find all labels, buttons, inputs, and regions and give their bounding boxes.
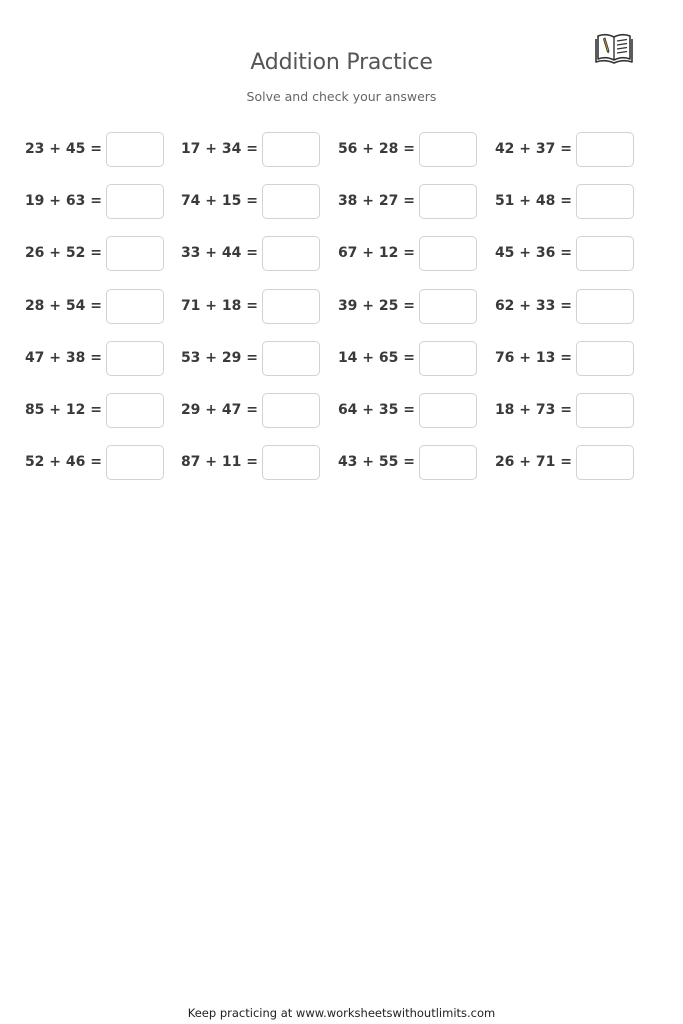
- problem-row: [0, 289, 683, 341]
- answer-box[interactable]: [262, 184, 320, 219]
- answer-box[interactable]: [106, 132, 164, 167]
- problem-expression: 53 + 29 =: [180, 349, 258, 366]
- problem-expression: 51 + 48 =: [494, 193, 572, 210]
- answer-box[interactable]: [106, 236, 164, 271]
- answer-box[interactable]: [262, 236, 320, 271]
- problem-item: [317, 236, 477, 271]
- worksheet-title: Addition Practice: [250, 50, 433, 75]
- problem-expression: 45 + 36 =: [494, 245, 572, 262]
- answer-box[interactable]: [262, 289, 320, 324]
- answer-box[interactable]: [106, 341, 164, 376]
- answer-box[interactable]: [262, 445, 320, 480]
- problem-item: [474, 445, 634, 480]
- answer-box[interactable]: [576, 393, 634, 428]
- problem-item: [160, 393, 320, 428]
- answer-box[interactable]: [419, 236, 477, 271]
- problem-item: [4, 445, 164, 480]
- worksheet-subtitle: Solve and check your answers: [246, 89, 437, 104]
- problem-item: [160, 236, 320, 271]
- problem-item: [317, 393, 477, 428]
- problem-item: [317, 184, 477, 219]
- problem-item: [474, 341, 634, 376]
- problem-expression: 56 + 28 =: [337, 141, 415, 157]
- problem-expression: 62 + 33 =: [494, 297, 572, 314]
- problem-expression: 23 + 45 =: [24, 141, 102, 157]
- problem-expression: 29 + 47 =: [180, 401, 258, 418]
- problem-item: [317, 289, 477, 324]
- answer-box[interactable]: [576, 341, 634, 376]
- problem-expression: 26 + 71 =: [494, 454, 572, 471]
- problem-item: [4, 341, 164, 376]
- answer-box[interactable]: [576, 132, 634, 167]
- problem-item: [4, 289, 164, 324]
- answer-box[interactable]: [262, 132, 320, 167]
- problem-expression: 87 + 11 =: [180, 454, 258, 471]
- answer-box[interactable]: [419, 132, 477, 167]
- answer-box[interactable]: [106, 393, 164, 428]
- footer-text: Keep practicing at www.worksheetswithoutlimits.com: [187, 1006, 496, 1020]
- answer-box[interactable]: [106, 445, 164, 480]
- problem-row: [0, 132, 683, 184]
- problem-item: [4, 393, 164, 428]
- problem-expression: 67 + 12 =: [337, 245, 415, 262]
- answer-box[interactable]: [419, 393, 477, 428]
- problem-expression: 19 + 63 =: [24, 193, 102, 210]
- problem-grid: [0, 132, 683, 497]
- problem-expression: 52 + 46 =: [24, 454, 102, 471]
- problem-expression: 39 + 25 =: [337, 297, 415, 314]
- problem-expression: 42 + 37 =: [494, 141, 572, 157]
- problem-item: [160, 445, 320, 480]
- problem-item: [4, 132, 164, 167]
- problem-row: [0, 236, 683, 288]
- problem-item: [474, 184, 634, 219]
- answer-box[interactable]: [419, 184, 477, 219]
- problem-expression: 64 + 35 =: [337, 401, 415, 418]
- problem-item: [160, 132, 320, 167]
- problem-expression: 38 + 27 =: [337, 193, 415, 210]
- answer-box[interactable]: [106, 289, 164, 324]
- problem-row: [0, 341, 683, 393]
- problem-item: [474, 132, 634, 167]
- problem-expression: 76 + 13 =: [494, 349, 572, 366]
- problem-item: [4, 236, 164, 271]
- problem-item: [474, 236, 634, 271]
- problem-expression: 43 + 55 =: [337, 454, 415, 471]
- answer-box[interactable]: [419, 289, 477, 324]
- problem-expression: 18 + 73 =: [494, 401, 572, 418]
- problem-item: [317, 341, 477, 376]
- problem-expression: 33 + 44 =: [180, 245, 258, 262]
- problem-expression: 26 + 52 =: [24, 245, 102, 262]
- answer-box[interactable]: [262, 393, 320, 428]
- problem-item: [474, 393, 634, 428]
- answer-box[interactable]: [262, 341, 320, 376]
- problem-item: [4, 184, 164, 219]
- problem-item: [317, 445, 477, 480]
- problem-expression: 71 + 18 =: [180, 297, 258, 314]
- problem-item: [160, 289, 320, 324]
- problem-expression: 47 + 38 =: [24, 349, 102, 366]
- problem-item: [474, 289, 634, 324]
- answer-box[interactable]: [419, 341, 477, 376]
- problem-row: [0, 393, 683, 445]
- answer-box[interactable]: [576, 445, 634, 480]
- answer-box[interactable]: [576, 184, 634, 219]
- problem-row: [0, 445, 683, 497]
- problem-row: [0, 184, 683, 236]
- problem-item: [160, 341, 320, 376]
- answer-box[interactable]: [576, 289, 634, 324]
- problem-item: [317, 132, 477, 167]
- problem-expression: 74 + 15 =: [180, 193, 258, 210]
- problem-expression: 14 + 65 =: [337, 349, 415, 366]
- problem-item: [160, 184, 320, 219]
- answer-box[interactable]: [576, 236, 634, 271]
- answer-box[interactable]: [419, 445, 477, 480]
- problem-expression: 28 + 54 =: [24, 297, 102, 314]
- problem-expression: 17 + 34 =: [180, 141, 258, 157]
- answer-box[interactable]: [106, 184, 164, 219]
- problem-expression: 85 + 12 =: [24, 401, 102, 418]
